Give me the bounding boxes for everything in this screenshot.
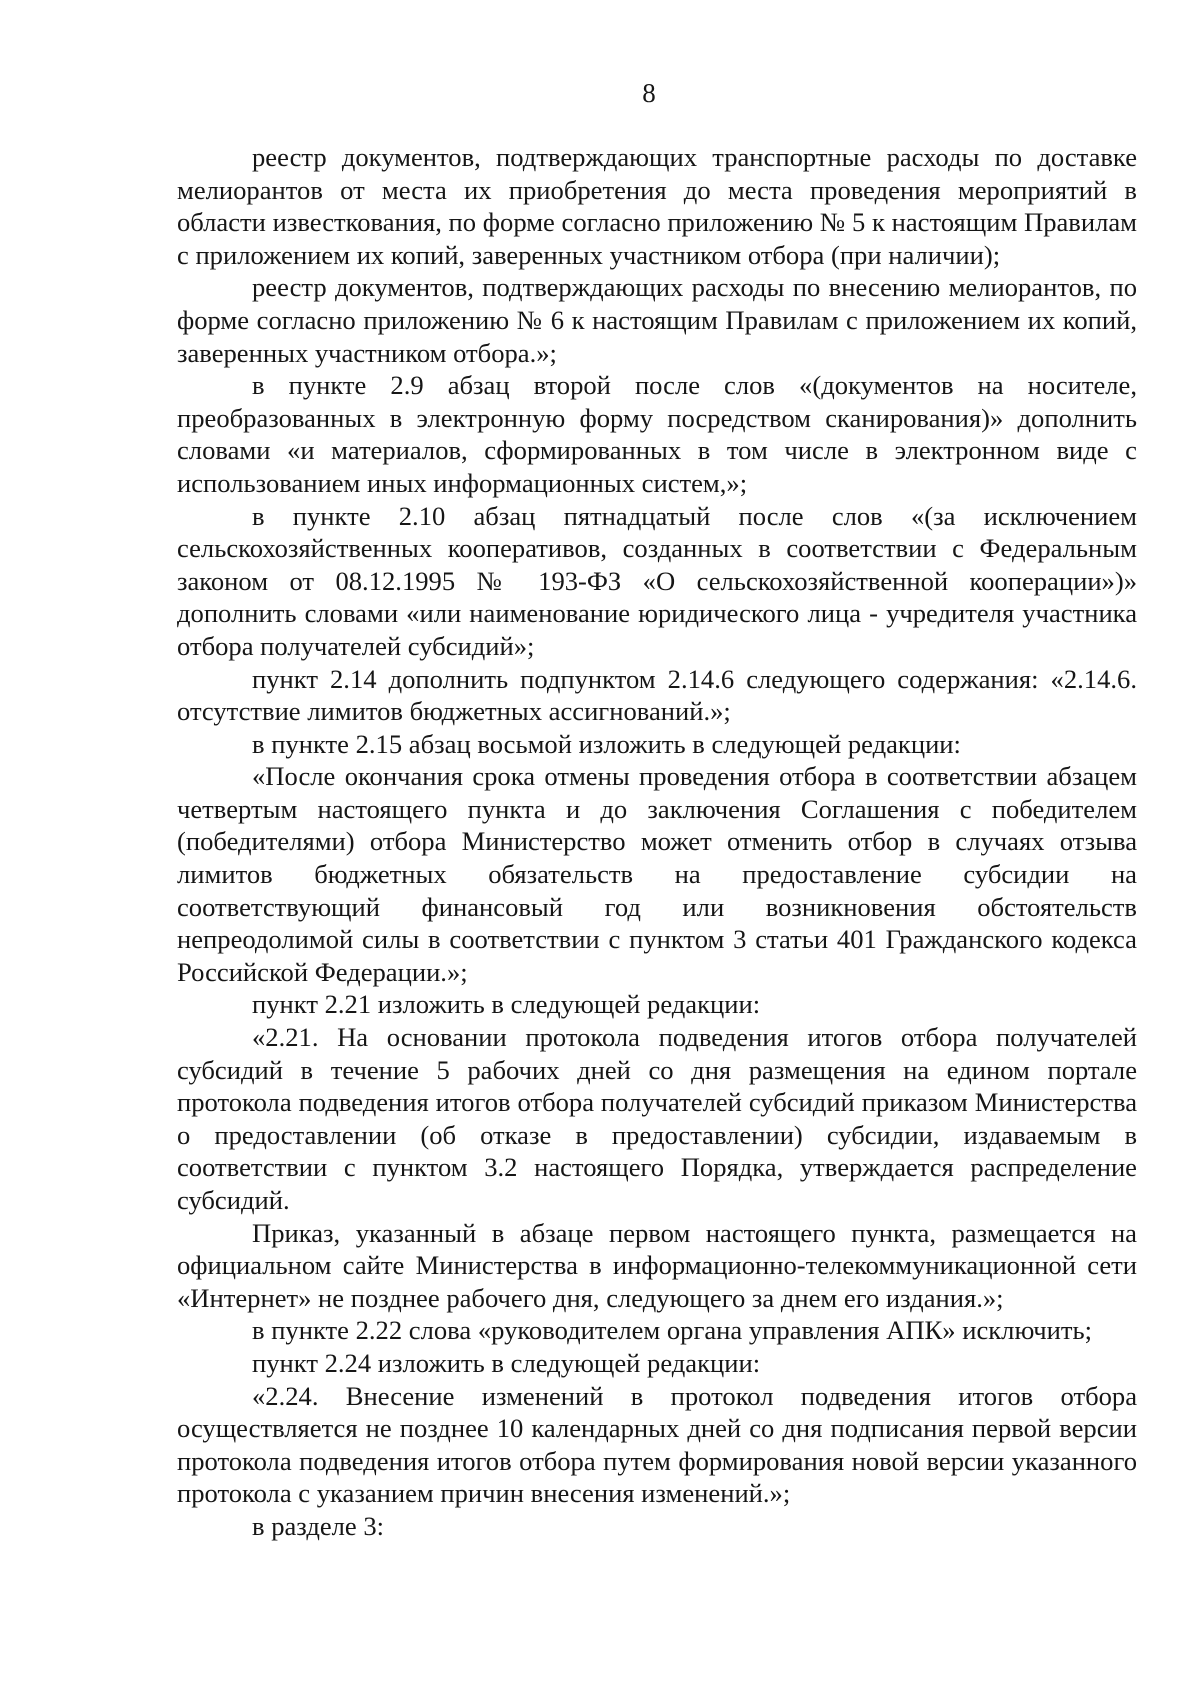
paragraph-clause-2-22: в пункте 2.22 слова «руководителем органа управления АПК» исключить; xyxy=(252,1315,1093,1346)
paragraph-clause-2-9: в пункте 2.9 абзац второй после слов «(документов на носителе, преобразованных в электронную форму посредством сканирования)» дополнить словами «и материалов, сформированных в том числе в электронном виде с использованием иных информационных систем,»; xyxy=(177,370,1137,498)
paragraph-clause-2-21-intro: пункт 2.21 изложить в следующей редакции: xyxy=(252,989,761,1020)
document-body xyxy=(177,141,1137,1543)
paragraph-section-3: в разделе 3: xyxy=(252,1510,385,1541)
paragraph-clause-2-21-text: «2.21. На основании протокола подведения итогов отбора получателей субсидий в течение 5 рабочих дней со дня размещения на едином портале протокола подведения итогов отбора получателей субсидий приказом Министерства о предоставлении (об отказе в предоставлении) субсидии, издаваемым в соответствии с пунктом 3.2 настоящего Порядка, утверждается распределение субсидий. xyxy=(177,1022,1137,1215)
paragraph-clause-2-15-text: «После окончания срока отмены проведения отбора в соответствии абзацем четвертым настоящего пункта и до заключения Соглашения с победителем (победителями) отбора Министерство может отменить отбор в случаях отзыва лимитов бюджетных обязательств на предоставление субсидии на соответствующий финансовый год или возникновения обстоятельств непреодолимой силы в соответствии с пунктом 3 статьи 401 Гражданского кодекса Российской Федерации.»; xyxy=(177,761,1137,987)
paragraph-clause-2-15-intro: в пункте 2.15 абзац восьмой изложить в следующей редакции: xyxy=(252,728,961,759)
paragraph-application-registry: реестр документов, подтверждающих расходы по внесению мелиорантов, по форме согласно приложению № 6 к настоящим Правилам с приложением их копий, заверенных участником отбора.»; xyxy=(177,272,1137,368)
page-number: 8 xyxy=(642,78,656,108)
paragraph-clause-2-14: пункт 2.14 дополнить подпунктом 2.14.6 следующего содержания: «2.14.6. отсутствие лимитов бюджетных ассигнований.»; xyxy=(177,663,1137,727)
paragraph-order-publication: Приказ, указанный в абзаце первом настоящего пункта, размещается на официальном сайте Министерства в информационно-телекоммуникационной сети «Интернет» не позднее рабочего дня, следующего за днем его издания.»; xyxy=(177,1217,1137,1313)
paragraph-clause-2-24-text: «2.24. Внесение изменений в протокол подведения итогов отбора осуществляется не позднее 10 календарных дней со дня подписания первой версии протокола подведения итогов отбора путем формирования новой версии указанного протокола с указанием причин внесения изменений.»; xyxy=(177,1380,1137,1509)
paragraph-transport-registry: реестр документов, подтверждающих транспортные расходы по доставке мелиорантов от места их приобретения до места проведения мероприятий в области известкования, по форме согласно приложению № 5 к настоящим Правилам с приложением их копий, заверенных участником отбора (при наличии); xyxy=(177,142,1137,270)
paragraph-clause-2-24-intro: пункт 2.24 изложить в следующей редакции: xyxy=(252,1347,761,1378)
paragraph-clause-2-10: в пункте 2.10 абзац пятнадцатый после слов «(за исключением сельскохозяйственных кооперативов, созданных в соответствии с Федеральным законом от 08.12.1995 № 193-ФЗ «О сельскохозяйственной кооперации»)» дополнить словами «или наименование юридического лица - учредителя участника отбора получателей субсидий»; xyxy=(177,500,1137,661)
